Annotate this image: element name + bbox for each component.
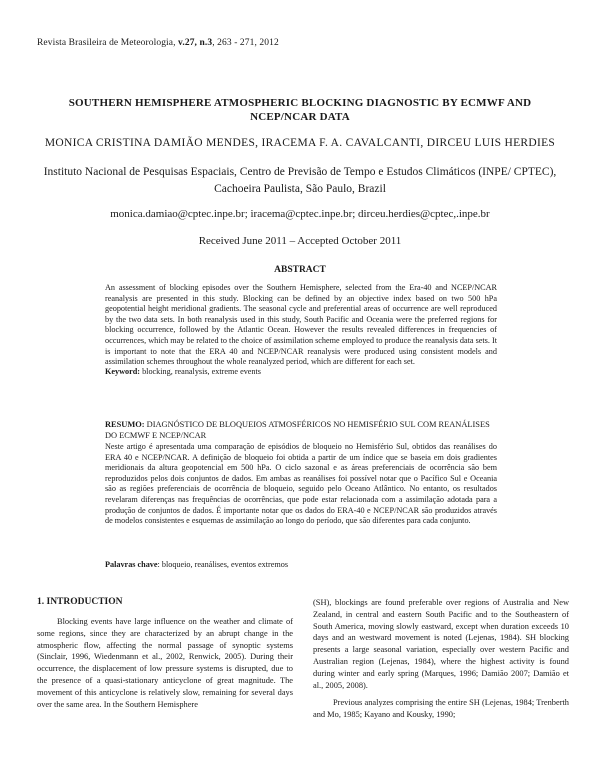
abstract-keywords (105, 367, 497, 376)
keywords-label: Keyword: (105, 367, 141, 376)
received-dates: Received June 2011 – Accepted October 2011 (198, 235, 402, 247)
resumo-heading (105, 420, 497, 441)
introduction-paragraph: (SH), blockings are found preferable over regions of Australia and New Zealand, in central and eastern South Pacific and to the Southeastern of South America, moving slowly eastward, except when duration exceeds 10 days and an westward movement is noted (Lejenas, 1984). SH blocking presents a large seasonal variation, especially over western Pacific and Australian region (Lejenas, 1984), where the highest activity is found during winter and early spring (Marques, 1996; Damião 2007; Damião et al., 2005, 2008). (313, 598, 569, 690)
paper-authors: MONICA CRISTINA DAMIÃO MENDES, IRACEMA F. A. CAVALCANTI, DIRCEU LUIS HERDIES (44, 137, 556, 149)
author-affiliation: Instituto Nacional de Pesquisas Espaciais, Centro de Previsão de Tempo e Estudos Climáticos (INPE/ CPTEC), Cachoeira Paulista, São Paulo, Brazil (43, 166, 557, 195)
journal-volume: v.27, n.3 (178, 38, 213, 48)
resumo-text: Neste artigo é apresentada uma comparação de episódios de bloqueio no Hemisfério Sul, obtidos das reanálises do ERA 40 e NCEP/NCAR. A definição de bloqueio foi obtida a partir de um índice que se baseia em dois gradientes meridionais da altura geopotencial em 500 hPa. O ciclo sazonal e as áreas preferenciais de ocorrência são bem reproduzidos pelos dois conjuntos de dados. Em ambas as reanálises foi possível notar que o Pacífico Sul e Oceania são as regiões preferenciais de ocorrência de bloqueio, seguido pelo Oceano Atlântico. No entanto, os resultados revelaram diferenças nas frequências de ocorrências, que pode estar relacionada com a assimilação adotada para a produção de conjuntos de dados. É importante notar que os dados do ERA-40 e NCEP/NCAR são produzidos através de modelos consistentes e esquemas de assimilação ao longo do período, que são diferentes para cada conjunto. (105, 442, 497, 526)
introduction-paragraph: Previous analyzes comprising the entire SH (Lejenas, 1984; Trenberth and Mo, 1985; Kayano and Kousky, 1990; (313, 698, 569, 720)
paper-title: SOUTHERN HEMISPHERE ATMOSPHERIC BLOCKING DIAGNOSTIC BY ECMWF AND NCEP/NCAR DATA (68, 97, 532, 123)
palavras-chave-list: : bloqueio, reanálises, eventos extremos (157, 560, 289, 569)
keywords-list: blocking, reanalysis, extreme events (140, 367, 261, 376)
abstract-heading: ABSTRACT (274, 265, 326, 275)
section-heading-introduction: 1. INTRODUCTION (37, 597, 123, 607)
journal-citation (37, 38, 279, 48)
resumo-label: RESUMO: (105, 420, 145, 429)
resumo-title: DIAGNÓSTICO DE BLOQUEIOS ATMOSFÉRICOS NO HEMISFÉRIO SUL COM REANÁLISES DO ECMWF E NCEP/NCAR (105, 420, 490, 440)
journal-name: Revista Brasileira de Meteorologia, (37, 38, 179, 48)
introduction-left-column: Blocking events have large influence on the weather and climate of some regions, since they are characterized by an abrupt change in the atmospheric flow, affecting the normal passage of synoptic systems (Sinclair, 1996, Wiedenmann et al., 2002, Renwick, 2005). During their occurrence, the displacement of low pressure systems is disrupted, due to the presence of a quasi-stationary anticyclone of great magnitude. The movement of this anticyclone is relatively slow, remaining for several days over the same area. In the Southern Hemisphere (37, 617, 293, 709)
resumo-keywords (105, 560, 497, 569)
palavras-chave-label: Palavras chave (105, 560, 158, 569)
journal-pages: , 263 - 271, 2012 (212, 38, 279, 48)
abstract-text: An assessment of blocking episodes over the Southern Hemisphere, selected from the Era-40 and NCEP/NCAR reanalysis are presented in this study. Blocking can be defined by an objective index based on two 500 hPa geopotential height meridional gradients. The seasonal cycle and preferential areas of occurrence are well reproduced by the two data sets. In both reanalysis used in this study, South Pacific and Oceania were the preferred regions for blocking occurrence, followed by the Atlantic Ocean. However the results revealed differences in frequencies of occurrences, which may be related to the choice of assimilation scheme employed to produce the reanalysis data sets. It is important to note that the ERA 40 and NCEP/NCAR reanalysis were produced using consistent models and assimilation schemes throughout the whole reanalyzed period, which are different for each set. (105, 283, 497, 367)
introduction-right-column (313, 597, 569, 721)
author-emails: monica.damiao@cptec.inpe.br; iracema@cptec.inpe.br; dirceu.herdies@cptec,.inpe.br (110, 208, 490, 220)
